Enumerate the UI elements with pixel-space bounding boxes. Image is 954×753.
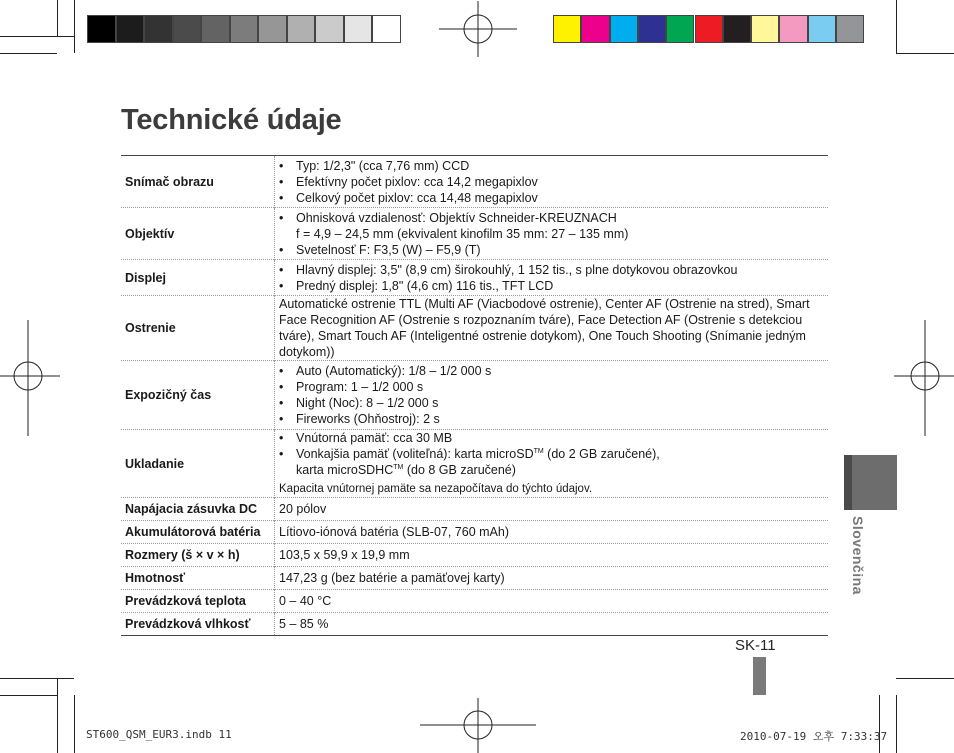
list-item: • Night (Noc): 8 – 1/2 000 s (279, 395, 824, 411)
row-value: 5 – 85 % (275, 613, 829, 636)
crop-mark (0, 53, 57, 54)
table-row (121, 430, 828, 498)
color-swatch (116, 15, 145, 43)
crop-mark (879, 695, 880, 753)
list-item: • Auto (Automatický): 1/8 – 1/2 000 s (279, 363, 824, 379)
table-row (121, 296, 828, 361)
list-item-text: karta microSDHC (296, 463, 394, 477)
language-tab-edge (844, 455, 852, 510)
list-item-text: Vonkajšia pamäť (voliteľná): karta microSD (296, 447, 534, 461)
color-swatch (695, 15, 723, 43)
color-swatch (173, 15, 202, 43)
list-item: • Typ: 1/2,3" (cca 7,76 mm) CCD (279, 158, 824, 174)
color-swatch (779, 15, 807, 43)
row-label: Hmotnosť (121, 567, 275, 590)
table-row (121, 544, 828, 567)
row-value: Automatické ostrenie TTL (Multi AF (Viacbodové ostrenie), Center AF (Ostrenie na stred), Smart Face Recognition AF (Ostrenie s rozpoznaním tváre), Face Detection AF (Ostrenie s detekciou tváre), Smart Touch AF (Inteligentné ostrenie dotykom), One Touch Shooting (Snímanie jedným dotykom)) (275, 296, 829, 361)
crop-mark (57, 0, 58, 36)
footer-timestamp: 2010-07-19 오후 7:33:37 (740, 730, 888, 743)
row-label: Rozmery (š × v × h) (121, 544, 275, 567)
color-swatch (751, 15, 779, 43)
color-swatch (144, 15, 173, 43)
row-label: Ukladanie (121, 430, 275, 498)
registration-mark-icon (420, 698, 536, 753)
color-swatch (230, 15, 259, 43)
list-item: • Celkový počet pixlov: cca 14,48 megapixlov (279, 190, 824, 206)
color-swatch (808, 15, 836, 43)
row-label: Expozičný čas (121, 361, 275, 430)
row-value (275, 260, 829, 296)
list-item-continuation: f = 4,9 – 24,5 mm (ekvivalent kinofilm 35 mm: 27 – 135 mm) (296, 226, 629, 241)
table-row (121, 590, 828, 613)
registration-mark-icon (894, 320, 954, 436)
color-swatch (836, 15, 864, 43)
row-value: 20 pólov (275, 498, 829, 521)
table-row (121, 156, 828, 208)
table-row (121, 208, 828, 260)
row-label: Akumulátorová batéria (121, 521, 275, 544)
page-number: SK-11 (735, 637, 776, 654)
language-label: Slovenčina (850, 516, 866, 595)
color-swatch (287, 15, 316, 43)
footer-file-info: ST600_QSM_EUR3.indb 11 (86, 728, 232, 741)
trademark-mark: TM (533, 448, 544, 455)
list-item-text: (do 2 GB zaručené), (543, 447, 660, 461)
spec-table (121, 155, 828, 636)
registration-mark-icon (0, 320, 60, 436)
row-value (275, 156, 829, 208)
table-row (121, 613, 828, 636)
color-swatch (553, 15, 581, 43)
color-swatch (610, 15, 638, 43)
crop-mark (896, 695, 897, 753)
trademark-mark: TM (393, 464, 404, 471)
table-row (121, 567, 828, 590)
row-value (275, 208, 829, 260)
color-swatch (344, 15, 373, 43)
color-swatch (666, 15, 694, 43)
list-item: • Efektívny počet pixlov: cca 14,2 megapixlov (279, 174, 824, 190)
crop-mark (896, 0, 897, 53)
row-label: Napájacia zásuvka DC (121, 498, 275, 521)
color-swatch (372, 15, 401, 43)
list-item: • Vnútorná pamäť: cca 30 MB (279, 430, 824, 446)
row-value: 0 – 40 °C (275, 590, 829, 613)
row-value: 103,5 x 59,9 x 19,9 mm (275, 544, 829, 567)
crop-mark (896, 53, 954, 54)
row-label: Displej (121, 260, 275, 296)
list-item (279, 210, 824, 242)
color-swatch (581, 15, 609, 43)
row-label: Snímač obrazu (121, 156, 275, 208)
table-row (121, 361, 828, 430)
row-value (275, 430, 829, 498)
color-swatch (87, 15, 116, 43)
crop-mark (0, 695, 57, 696)
color-swatch (315, 15, 344, 43)
row-value: 147,23 g (bez batérie a pamäťovej karty) (275, 567, 829, 590)
table-row (121, 260, 828, 296)
row-label: Objektív (121, 208, 275, 260)
color-swatch (638, 15, 666, 43)
row-value: Lítiovo-iónová batéria (SLB-07, 760 mAh) (275, 521, 829, 544)
list-item: • Predný displej: 1,8" (4,6 cm) 116 tis., TFT LCD (279, 278, 824, 294)
storage-note: Kapacita vnútornej pamäte sa nezapočítava do týchto údajov. (279, 483, 593, 495)
page-title: Technické údaje (121, 104, 342, 136)
registration-mark-icon (439, 1, 517, 57)
color-swatch (258, 15, 287, 43)
crop-mark (57, 678, 58, 753)
color-swatch (723, 15, 751, 43)
page-number-bar (753, 657, 766, 695)
crop-mark (896, 678, 954, 679)
list-item-text: Ohnisková vzdialenosť: Objektív Schneider-KREUZNACH (296, 210, 617, 225)
row-label: Ostrenie (121, 296, 275, 361)
list-item: • Svetelnosť F: F3,5 (W) – F5,9 (T) (279, 242, 824, 258)
row-value (275, 361, 829, 430)
list-item: • Fireworks (Ohňostroj): 2 s (279, 411, 824, 427)
crop-mark (0, 678, 74, 679)
crop-mark (74, 0, 75, 53)
row-label: Prevádzková teplota (121, 590, 275, 613)
list-item: • Hlavný displej: 3,5" (8,9 cm) širokouhlý, 1 152 tis., s plne dotykovou obrazovkou (279, 262, 824, 278)
list-item (279, 446, 824, 478)
list-item: • Program: 1 – 1/2 000 s (279, 379, 824, 395)
row-label: Prevádzková vlhkosť (121, 613, 275, 636)
crop-mark (0, 36, 74, 37)
color-swatch (201, 15, 230, 43)
table-row (121, 498, 828, 521)
table-row (121, 521, 828, 544)
list-item-text: (do 8 GB zaručené) (403, 463, 516, 477)
crop-mark (74, 695, 75, 753)
